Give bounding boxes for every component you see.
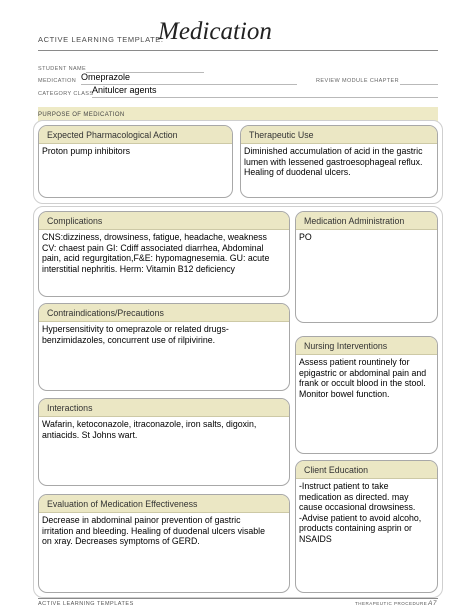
client-education-text[interactable]: -Instruct patient to take medication as directed. may cause occasional drowsiness. -Advise patient to avoid alcoho, products containing asprin or NSAIDS (299, 481, 422, 544)
complications-text[interactable]: CNS:dizziness, drowsiness, fatigue, headache, weakness CV: chaest pain GI: Cdiff associated diarrhea, Abdominal pain, acid regurgitation,F&E: hypomagnesemia. GU: acute interstitial nephritis. Herm: Vitamin B12 deficiency (42, 232, 270, 274)
therapeutic-use-text[interactable]: Diminished accumulation of acid in the gastric lumen with lessened gastroesophageal reflux. Healing of duodenal ulcers. (244, 146, 423, 178)
client-education-title: Client Education (296, 461, 437, 479)
nursing-interventions-title: Nursing Interventions (296, 337, 437, 355)
category-class-value[interactable]: Anitulcer agents (92, 85, 157, 95)
interactions-box[interactable] (38, 398, 290, 486)
footer-divider (38, 598, 438, 599)
therapeutic-use-title: Therapeutic Use (241, 126, 437, 144)
contraindications-title: Contraindications/Precautions (39, 304, 289, 322)
header-divider (38, 50, 438, 51)
evaluation-title: Evaluation of Medication Effectiveness (39, 495, 289, 513)
administration-box[interactable] (295, 211, 438, 323)
evaluation-text[interactable]: Decrease in abdominal painor prevention of gastric irritation and bleeding. Healing of duodenal ulcers visable on xray. Decreases symptoms of GERD. (42, 515, 265, 547)
page-title: Medication (158, 18, 272, 45)
medication-label: MEDICATION (38, 78, 77, 84)
template-label: ACTIVE LEARNING TEMPLATE: (38, 35, 164, 44)
expected-action-text[interactable]: Proton pump inhibitors (42, 146, 131, 156)
administration-text[interactable]: PO (299, 232, 312, 242)
category-class-label: CATEGORY CLASS (38, 91, 94, 97)
footer-page-number: A7 (428, 600, 437, 607)
footer-procedure-label: THERAPEUTIC PROCEDURE (355, 601, 428, 606)
category-class-line (92, 97, 438, 98)
review-module-line (400, 84, 438, 85)
purpose-label: PURPOSE OF MEDICATION (38, 112, 125, 118)
nursing-interventions-box[interactable] (295, 336, 438, 454)
complications-box[interactable] (38, 211, 290, 297)
expected-action-title: Expected Pharmacological Action (39, 126, 232, 144)
nursing-interventions-text[interactable]: Assess patient rountinely for epigastric or abdominal pain and frank or occult blood in the stool. Monitor bowel function. (299, 357, 427, 399)
review-module-label: REVIEW MODULE CHAPTER (316, 78, 399, 84)
interactions-text[interactable]: Wafarin, ketoconazole, itraconazole, iron salts, digoxin, antiacids. St Johns wart. (42, 419, 257, 440)
expected-action-box[interactable] (38, 125, 233, 198)
contraindications-box[interactable] (38, 303, 290, 391)
footer-left-text: ACTIVE LEARNING TEMPLATES (38, 601, 134, 607)
therapeutic-use-box[interactable] (240, 125, 438, 198)
contraindications-text[interactable]: Hypersensitivity to omeprazole or related drugs- benzimidazoles, concurrent use of rilpivirine. (42, 324, 229, 345)
complications-title: Complications (39, 212, 289, 230)
administration-title: Medication Administration (296, 212, 437, 230)
student-name-label: STUDENT NAME (38, 66, 87, 72)
client-education-box[interactable] (295, 460, 438, 593)
interactions-title: Interactions (39, 399, 289, 417)
evaluation-box[interactable] (38, 494, 290, 593)
medication-value[interactable]: Omeprazole (81, 72, 131, 82)
